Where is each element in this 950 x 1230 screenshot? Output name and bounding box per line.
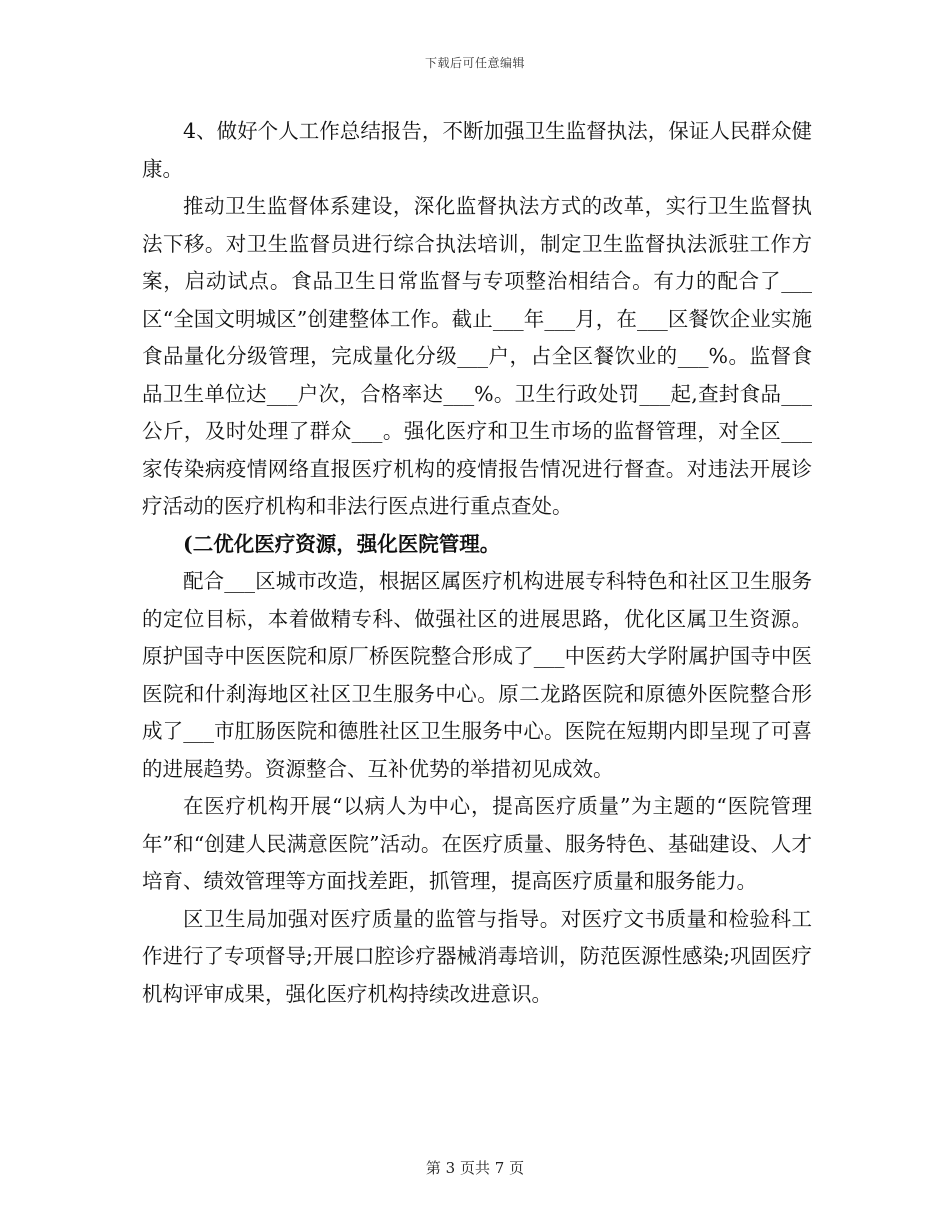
page-number: 第 3 页共 7 页 <box>425 1159 525 1177</box>
paragraph-quality-oversight: 区卫生局加强对医疗质量的监管与指导。对医疗文书质量和检验科工作进行了专项督导;开展口腔诊疗器械消毒培训，防范医源性感染;巩固医疗机构评审成果，强化医疗机构持续改进意识。 <box>142 906 812 1006</box>
paragraph-resources: 配合___区城市改造，根据区属医疗机构进展专科特色和社区卫生服务的定位目标，本着做精专科、做强社区的进展思路，优化区属卫生资源。原护国寺中医医院和原厂桥医院整合形成了___中医药大学附属护国寺中医医院和什刹海地区社区卫生服务中心。原二龙路医院和原德外医院整合形成了___市肛肠医院和德胜社区卫生服务中心。医院在短期内即呈现了可喜的进展趋势。资源整合、互补优势的举措初见成效。 <box>142 569 812 781</box>
paragraph-hospital-management: 在医疗机构开展“以病人为中心，提高医疗质量”为主题的“医院管理年”和“创建人民满意医院”活动。在医疗质量、服务特色、基础建设、人才培育、绩效管理等方面找差距，抓管理，提高医疗质量和服务能力。 <box>142 794 812 893</box>
paragraph-supervision: 推动卫生监督体系建设，深化监督执法方式的改革，实行卫生监督执法下移。对卫生监督员进行综合执法培训，制定卫生监督执法派驻工作方案，启动试点。食品卫生日常监督与专项整治相结合。有力的配合了___区“全国文明城区”创建整体工作。截止___年___月，在___区餐饮企业实施食品量化分级管理，完成量化分级___户，占全区餐饮业的___%。监督食品卫生单位达___户次，合格率达___%。卫生行政处罚___起,查封食品___公斤，及时处理了群众___。强化医疗和卫生市场的监督管理，对全区___家传染病疫情网络直报医疗机构的疫情报告情况进行督查。对违法开展诊疗活动的医疗机构和非法行医点进行重点查处。 <box>142 194 812 518</box>
page-header: 下载后可任意编辑 <box>424 56 525 70</box>
section-heading-2: (二优化医疗资源，强化医院管理。 <box>183 531 501 556</box>
paragraph-item-4: 4、做好个人工作总结报告，不断加强卫生监督执法，保证人民群众健康。 <box>142 119 812 181</box>
document-body <box>142 113 812 1013</box>
